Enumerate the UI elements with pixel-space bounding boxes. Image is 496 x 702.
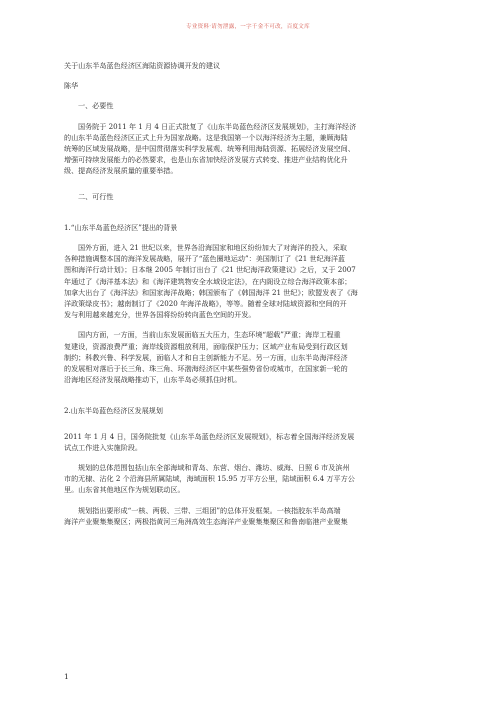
paragraph-line: 图和海洋行动计划》；日本继 2005 年制订出台了《21 世纪海洋政策建议》之后，又于 2007: [64, 265, 356, 275]
paragraph-line: 市的无棣、沾化 2 个沿海县所属陆域，海域面积 15.95 万平方公里，陆域面积 6.4 万平方公: [64, 474, 355, 484]
paragraph-line: 年通过了《海洋基本法》和《海洋建筑物安全水域设定法》，在内阁设立综合海洋政策本部；: [64, 276, 352, 286]
paragraph-line: 级、提高经济发展质量的重要举措。: [64, 166, 178, 176]
paragraph-line: 国内方面，一方面，当前山东发展面临五大压力，生态环境“超载”严重；海岸工程重: [78, 330, 341, 340]
paragraph-scope: [64, 462, 432, 496]
paragraph-line: 里。山东省其他地区作为规划联动区。: [64, 485, 185, 495]
paragraph-approval: [64, 431, 432, 453]
paragraph-line: 洋政策绿皮书》；越南制订了《2020 年海洋战略》，等等。随着全球对陆域资源和空间的开: [64, 299, 347, 309]
paragraph-domestic: [64, 329, 432, 385]
paragraph-line: 复建设，资源浪费严重；海岸线资源粗放利用，面临保护压力；区域产业布局受到行政区划: [64, 341, 348, 351]
paragraph-line: 国外方面，进入 21 世纪以来，世界各沿海国家和地区纷纷加大了对海洋的投入，采取: [78, 243, 347, 253]
paragraph-line: 制约；科教兴鲁、科学发展，面临人才和自主创新能力不足。另一方面，山东半岛海洋经济: [64, 352, 348, 362]
paragraph-line: 2011 年 1 月 4 日，国务院批复《山东半岛蓝色经济区发展规划》，标志着全国海洋经济发展: [64, 431, 355, 441]
paragraph-foreign: [64, 242, 432, 320]
document-body: [64, 60, 432, 527]
paragraph-framework: [64, 505, 432, 527]
document-author: 陈华: [64, 81, 79, 91]
subsection-heading-background: 1.“山东半岛蓝色经济区”提出的背景: [64, 222, 178, 232]
paragraph-line: 海洋产业聚集集聚区；两极指黄河三角洲高效生态海洋产业聚集集聚区和鲁南临港产业聚集: [64, 516, 348, 526]
page-number: 1: [64, 672, 69, 681]
paragraph-line: 的发展相对落后于长三角、珠三角、环渤海经济区中某些强势省份或城市，在国家新一轮的: [64, 364, 348, 374]
watermark-text: 专业资料·请勿泄露，一字千金不可改，百度文库: [186, 24, 310, 30]
section-heading-feasibility: 二、可行性: [78, 191, 114, 201]
paragraph-line: 统筹的区域发展战略，是中国贯彻落实科学发展观、统筹利用海陆资源、拓展经济发展空间、: [64, 144, 355, 154]
paragraph-line: 国务院于 2011 年 1 月 4 日正式批复了《山东半岛蓝色经济区发展规划》，主打海洋经济: [78, 121, 357, 131]
paragraph-necessity: [64, 121, 432, 177]
document-title: 关于山东半岛蓝色经济区海陆资源协调开发的建议: [64, 61, 221, 70]
subsection-heading-plan: 2.山东半岛蓝色经济区发展规划: [64, 406, 163, 416]
paragraph-line: 规划的总体范围包括山东全部海域和青岛、东营、烟台、潍坊、威海、日照 6 市及滨州: [78, 463, 350, 473]
paragraph-line: 增强可持续发展能力的必然要求，也是山东省加快经济发展方式转变、推进产业结构优化升: [64, 155, 348, 165]
paragraph-line: 各种措施调整本国的海洋发展战略，展开了“蓝色圈地运动”：美国制订了《21 世纪海洋蓝: [64, 254, 346, 264]
paragraph-line: 规划指出要形成“一核、两极、三带、三组团”的总体开发框架。一核指胶东半岛高端: [78, 505, 341, 515]
section-heading-necessity: 一、必要性: [78, 101, 114, 111]
paragraph-line: 试点工作进入实施阶段。: [64, 442, 143, 452]
paragraph-line: 沿海地区经济发展战略推动下，山东半岛必须抓住时机。: [64, 375, 242, 385]
paragraph-line: 加拿大出台了《海洋法》和国家海洋战略；韩国颁布了《韩国海洋 21 世纪》；欧盟发表了《海: [64, 287, 358, 297]
paragraph-line: 的山东半岛蓝色经济区正式上升为国家战略。这是我国第一个以海洋经济为主题，兼顾海陆: [64, 132, 348, 142]
paragraph-line: 发与利用越来越充分，世界各国将纷纷转向蓝色空间的开发。: [64, 310, 256, 320]
